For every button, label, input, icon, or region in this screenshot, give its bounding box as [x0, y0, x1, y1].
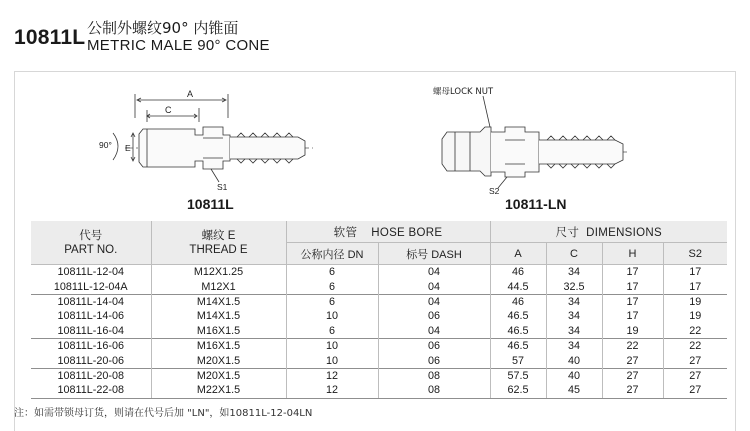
cell-dash: 08: [378, 383, 490, 398]
header-h: H: [602, 243, 663, 265]
cell-thread: M20X1.5: [151, 353, 286, 368]
cell-dash: 06: [378, 353, 490, 368]
cell-c: 40: [546, 353, 602, 368]
dim-a: A: [187, 89, 194, 99]
cell-dash: 04: [378, 279, 490, 294]
cell-a: 57.5: [490, 368, 546, 383]
cell-thread: M12X1.25: [151, 265, 286, 280]
cell-s2: 19: [663, 309, 727, 323]
caption-10811l: 10811L: [187, 196, 234, 212]
cell-thread: M16X1.5: [151, 338, 286, 353]
cell-dash: 08: [378, 368, 490, 383]
cell-part: 10811L-20-08: [31, 368, 151, 383]
product-code: 10811L: [14, 26, 86, 49]
dim-angle: 90°: [99, 140, 112, 150]
cell-dash: 04: [378, 265, 490, 280]
cell-part: 10811L-12-04: [31, 265, 151, 280]
table-row: [31, 368, 727, 383]
cell-thread: M16X1.5: [151, 324, 286, 339]
cell-c: 45: [546, 383, 602, 398]
cell-part: 10811L-20-06: [57, 354, 124, 367]
cell-dn: 10: [286, 309, 378, 323]
header-a: A: [490, 243, 546, 265]
cell-c: 40: [546, 368, 602, 383]
cell-c: 34: [546, 309, 602, 323]
cell-part: 10811L-22-08: [31, 383, 151, 398]
caption-10811ln: 10811-LN: [505, 196, 567, 212]
table-row: [31, 383, 727, 398]
cell-h: 27: [602, 353, 663, 368]
table-row: [31, 309, 727, 323]
cell-part: 10811L-16-06: [31, 338, 151, 353]
cell-dn: 6: [286, 294, 378, 309]
cell-a: 46: [490, 294, 546, 309]
dim-s2: S2: [489, 186, 500, 196]
header-part-cn: 代号: [79, 229, 103, 242]
header-dimensions: 尺寸 DIMENSIONS: [490, 221, 727, 243]
cell-part: 10811L-14-06: [57, 310, 124, 323]
cell-c: 34: [546, 338, 602, 353]
cell-a: 57: [490, 353, 546, 368]
header-hose-bore: 软管 HOSE BORE: [286, 221, 490, 243]
header-part-no: [31, 221, 151, 265]
table-row: [31, 353, 727, 368]
header-dn: 公称内径 DN: [286, 243, 378, 265]
cell-s2: 27: [663, 353, 727, 368]
technical-drawings: [15, 72, 737, 217]
table-row: [31, 294, 727, 309]
cell-part: 10811L-12-04A: [53, 280, 128, 293]
table-row: [31, 324, 727, 339]
cell-dash: 06: [378, 309, 490, 323]
table-row: [31, 265, 727, 280]
cell-thread: M22X1.5: [151, 383, 286, 398]
table-row: [31, 338, 727, 353]
cell-s2: 27: [663, 368, 727, 383]
title-chinese: 公制外螺纹90° 内锥面: [87, 19, 239, 37]
cell-c: 34: [546, 294, 602, 309]
cell-h: 22: [602, 338, 663, 353]
header-thread-cn: 螺纹 E: [201, 229, 236, 242]
dim-e: E: [125, 143, 131, 153]
cell-c: 34: [546, 324, 602, 339]
cell-dn: 12: [286, 368, 378, 383]
cell-part: 10811L-16-04: [57, 324, 124, 337]
header-s2: S2: [663, 243, 727, 265]
spec-panel: [14, 71, 736, 431]
cell-dn: 6: [286, 265, 378, 280]
cell-part: 10811L-14-04: [31, 294, 151, 309]
cell-s2: 22: [663, 324, 727, 339]
title-english: METRIC MALE 90° CONE: [87, 37, 270, 54]
cell-h: 27: [602, 368, 663, 383]
header-dash: 标号 DASH: [378, 243, 490, 265]
header-thread-en: THREAD E: [189, 243, 248, 256]
cell-h: 17: [602, 279, 663, 294]
lock-nut-label: 螺母LOCK NUT: [433, 87, 494, 97]
cell-dash: 04: [378, 324, 490, 339]
cell-a: 46.5: [490, 324, 546, 339]
cell-a: 62.5: [490, 383, 546, 398]
cell-c: 32.5: [546, 279, 602, 294]
table-row: [31, 279, 727, 294]
cell-dash: 04: [378, 294, 490, 309]
cell-h: 17: [602, 294, 663, 309]
cell-h: 19: [602, 324, 663, 339]
cell-dash: 06: [378, 338, 490, 353]
cell-s2: 22: [663, 338, 727, 353]
cell-thread: M20X1.5: [151, 368, 286, 383]
cell-c: 34: [546, 265, 602, 280]
ordering-note: 注：如需带锁母订货，则请在代号后加 "LN"，如10811L-12-04LN: [14, 408, 313, 419]
header-thread: [151, 221, 286, 265]
dimensions-table: [31, 221, 727, 399]
cell-s2: 27: [663, 383, 727, 398]
dim-s1: S1: [217, 182, 228, 192]
cell-h: 17: [602, 265, 663, 280]
cell-dn: 6: [286, 279, 378, 294]
cell-a: 46.5: [490, 309, 546, 323]
cell-s2: 19: [663, 294, 727, 309]
header-c: C: [546, 243, 602, 265]
cell-dn: 12: [286, 383, 378, 398]
cell-h: 17: [602, 309, 663, 323]
drawing-10811ln: [442, 96, 627, 188]
header-part-en: PART NO.: [64, 243, 118, 256]
cell-h: 27: [602, 383, 663, 398]
dim-c: C: [165, 105, 172, 115]
cell-s2: 17: [663, 279, 727, 294]
cell-dn: 10: [286, 353, 378, 368]
cell-thread: M14X1.5: [151, 309, 286, 323]
cell-a: 46: [490, 265, 546, 280]
cell-thread: M12X1: [151, 279, 286, 294]
cell-a: 44.5: [490, 279, 546, 294]
cell-s2: 17: [663, 265, 727, 280]
cell-a: 46.5: [490, 338, 546, 353]
cell-dn: 6: [286, 324, 378, 339]
cell-dn: 10: [286, 338, 378, 353]
drawing-10811l: [113, 94, 313, 182]
cell-thread: M14X1.5: [151, 294, 286, 309]
